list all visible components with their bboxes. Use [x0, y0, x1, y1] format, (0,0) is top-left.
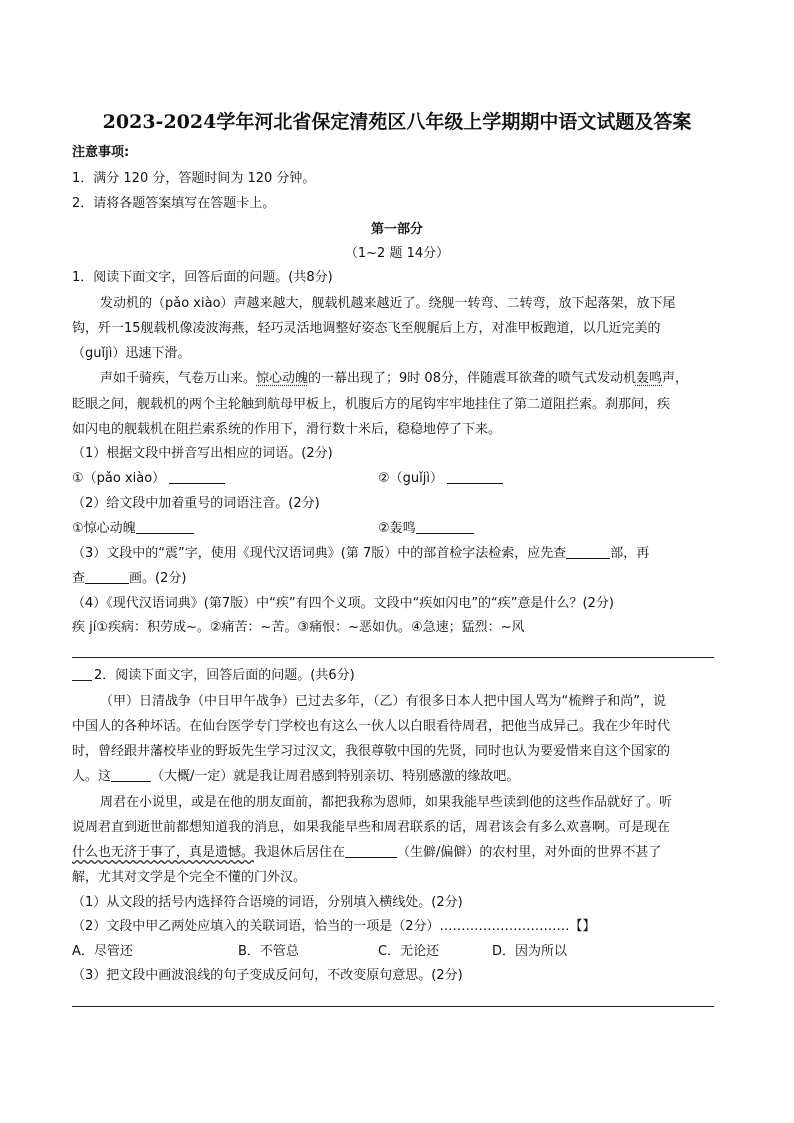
q2-number-blank[interactable]: [72, 680, 92, 681]
q1-sub3-row2: [72, 571, 186, 587]
q1-sub1-b: ②（guǐjì）: [378, 471, 443, 486]
q1-p2-line2: 眨眼之间，舰载机的两个主轮触到航母甲板上，机腹后方的尾钩牢牢地挂住了第二道阻拦索。刹那间，疾: [72, 397, 671, 412]
q1-sub2-a-blank[interactable]: [136, 521, 194, 534]
q1-sub2-b-row: [378, 521, 474, 537]
q1-p2-e: 声，: [662, 371, 689, 386]
q2-option-a: A．尽管还: [72, 944, 133, 959]
q1-p2-line3: 如闪电的舰载机在阻拦索系统的作用下，滑行数十米后，稳稳地停了下来。: [72, 422, 502, 437]
q1-p1-line1: 发动机的（pǎo xiào）声越来越大，舰载机越来越近了。绕舰一转弯、二转弯，放下起落架，放下尾: [100, 296, 676, 311]
q1-sub3-b: 部，再: [610, 546, 650, 561]
q1-stem: 1．阅读下面文字，回答后面的问题。(共8分): [72, 270, 333, 285]
q2-sub3: （3）把文段中画波浪线的句子变成反问句，不改变原句意思。(2分): [72, 968, 463, 983]
q1-sub3-row1: [72, 546, 649, 562]
q1-p2-a: 声如千骑疾，气卷万山来。: [100, 371, 257, 386]
notice-item-2: 2．请将各题答案填写在答题卡上。: [72, 196, 276, 211]
q2-p1-line4: [72, 769, 519, 785]
q1-sub2-b: ②轰鸣: [378, 521, 416, 536]
q1-sub2-a: ①惊心动魄: [72, 521, 136, 536]
q1-p1-line3: （guǐjì）迅速下滑。: [72, 346, 191, 361]
q2-option-c: C．无论还: [378, 944, 440, 959]
q1-sub1-b-blank[interactable]: [447, 471, 503, 484]
q1-sub1-a: ①（pǎo xiào）: [72, 471, 166, 486]
q1-sub4-options: 疾 jí①疾病：积劳成~。②痛苦：~苦。③痛恨：~恶如仇。④急速；猛烈：~风: [72, 620, 525, 635]
q1-p2-line1: [100, 371, 688, 387]
q2-blank-1[interactable]: [111, 769, 151, 782]
q2-p2-d: （生僻/偏僻）的农村里，对外面的世界不甚了: [397, 845, 662, 860]
q2-stem: 2．阅读下面文字，回答后面的问题。(共6分): [94, 668, 355, 683]
q2-p1-last-a: 人。这: [72, 769, 112, 784]
page-title: 2023-2024学年河北省保定清苑区八年级上学期期中语文试题及答案: [102, 111, 692, 133]
answer-line-2[interactable]: [72, 1006, 714, 1007]
q2-p2-line2: 说周君直到逝世前都想知道我的消息，如果我能早些和周君联系的话，周君该会有多么欢喜啊。可是现在: [72, 820, 671, 835]
q1-sub1-a-blank[interactable]: [169, 471, 225, 484]
q2-p1-line3: 时，曾经跟井藩校毕业的野坂先生学习过汉文，我很尊敬中国的先贤，同时也认为要爱惜来自这个国家的: [72, 744, 671, 759]
q1-sub3-blank-2[interactable]: [85, 571, 129, 584]
q2-p2-line3: [72, 845, 661, 861]
q2-sub2: （2）文段中甲乙两处应填入的关联词语，恰当的一项是（2分）…………………………【】: [72, 919, 596, 934]
q2-p2-line4: 解，尤其对文学是个完全不懂的门外汉。: [72, 870, 307, 885]
q1-sub1: （1）根据文段中拼音写出相应的词语。(2分): [72, 446, 333, 461]
q1-sub2: （2）给文段中加着重号的词语注音。(2分): [72, 496, 320, 511]
part1-heading: 第一部分: [370, 222, 423, 237]
q2-p1-line1: （甲）日清战争（中日甲午战争）已过去多年，（乙）有很多日本人把中国人骂为“梳辫子和尚”，说: [100, 694, 666, 709]
q2-wavy-sentence: 什么也无济于事了，真是遗憾。: [72, 845, 255, 860]
q1-sub4: （4）《现代汉语词典》(第7版）中“疾”有四个义项。文段中“疾如闪电”的“疾”意是什么？(2分): [72, 596, 614, 611]
notice-item-1: 1．满分 120 分，答题时间为 120 分钟。: [72, 171, 316, 186]
q2-p1-line2: 中国人的各种坏话。在仙台医学专门学校也有这么一伙人以白眼看待周君，把他当成异己。我在少年时代: [72, 719, 671, 734]
q2-p1-last-b: （大概/一定）就是我让周君感到特别亲切、特别感激的缘故吧。: [151, 769, 520, 784]
q1-sub3-d: 画。(2分): [129, 571, 187, 586]
q1-sub2-b-blank[interactable]: [416, 521, 474, 534]
q1-sub3-c: 查: [72, 571, 86, 586]
q1-sub1-b-row: [378, 471, 503, 487]
q1-p2-emph-1: 惊心动魄: [256, 371, 309, 386]
q2-blank-2[interactable]: [345, 845, 397, 858]
q2-option-d: D．因为所以: [492, 944, 568, 959]
q2-option-b: B．不管总: [238, 944, 299, 959]
part1-sub: （1~2 题 14分）: [344, 246, 450, 261]
q1-sub3-a: （3）文段中的“震”字，使用《现代汉语词典》(第 7版）中的部首检字法检索，应先查: [72, 546, 567, 561]
q1-sub1-a-row: [72, 471, 225, 487]
q2-p2-c: 我退休后居住在: [254, 845, 346, 860]
q1-p2-c: 的一幕出现了；9时 08分，伴随震耳欲聋的喷气式发动机: [308, 371, 636, 386]
q1-sub3-blank-1[interactable]: [566, 546, 610, 559]
q2-sub1: （1）从文段的括号内选择符合语境的词语，分别填入横线处。(2分): [72, 895, 463, 910]
q2-p2-line1: 周君在小说里，或是在他的朋友面前，都把我称为恩师，如果我能早些读到他的这些作品就好了。听: [100, 795, 673, 810]
q1-p2-emph-2: 轰鸣: [635, 371, 662, 386]
answer-line-1[interactable]: [72, 657, 714, 658]
q1-sub2-a-row: [72, 521, 194, 537]
notice-heading: 注意事项:: [72, 145, 130, 160]
q1-p1-line2: 钩，歼一15舰载机像凌波海燕，轻巧灵活地调整好姿态飞至舰艉后上方，对准甲板跑道，以几近完美的: [72, 321, 661, 336]
